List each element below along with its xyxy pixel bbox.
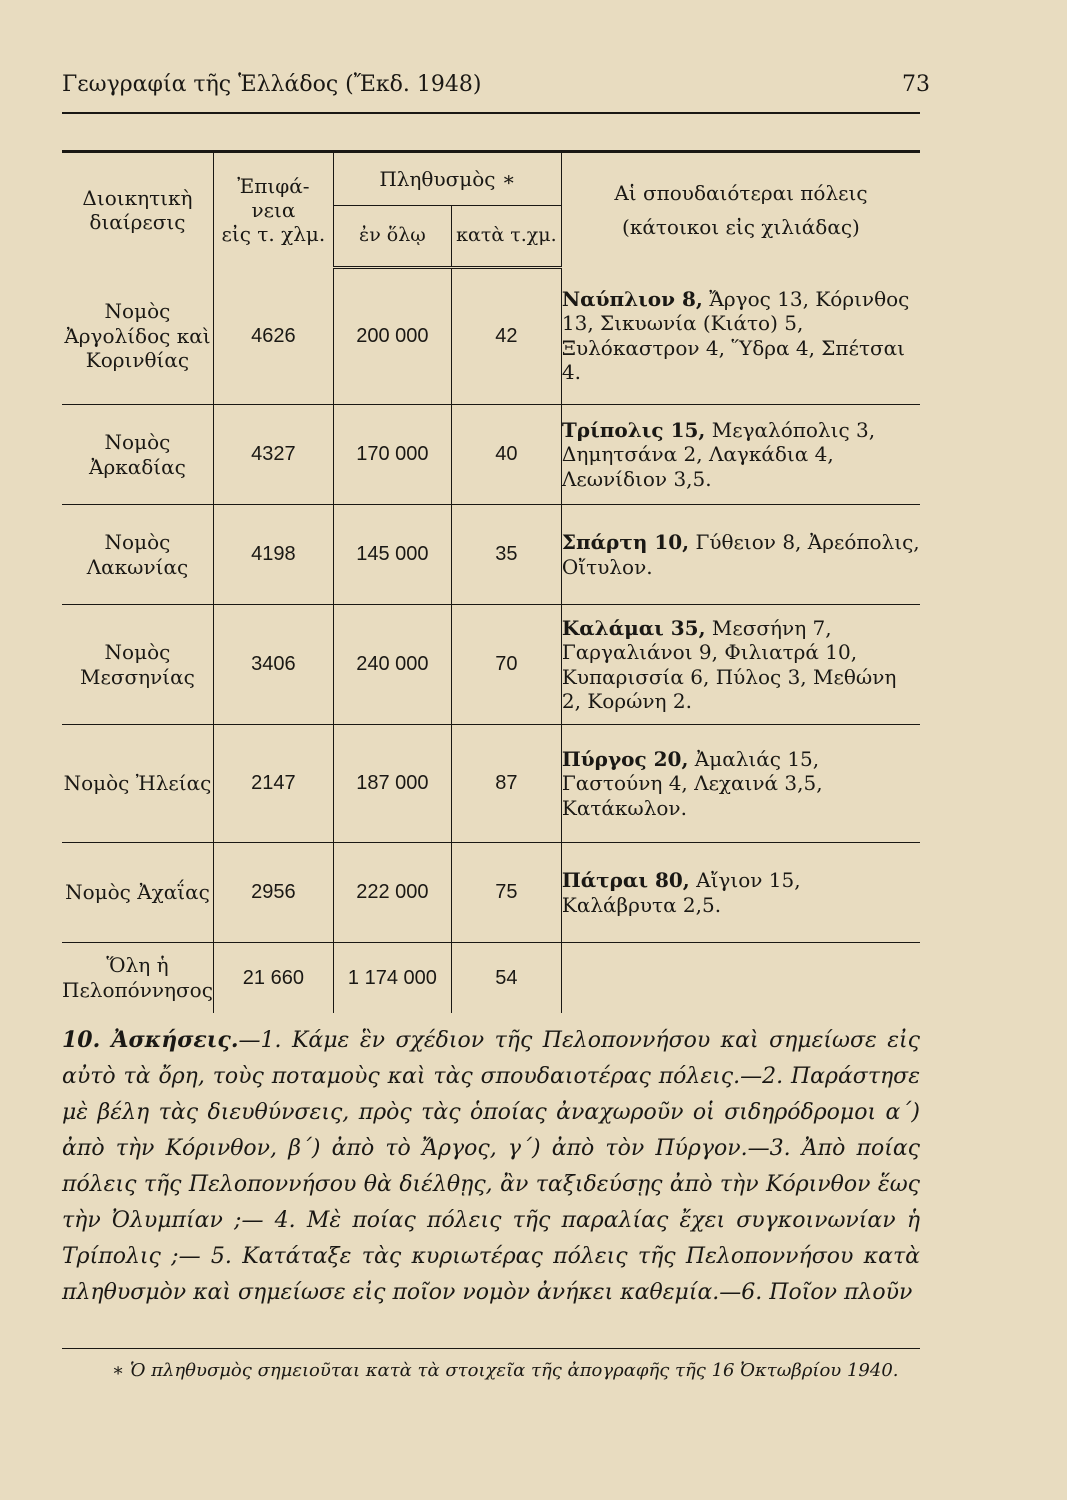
area-value: 2956 xyxy=(213,843,333,943)
area-value: 3406 xyxy=(213,605,333,725)
capital-city: Πύργος 20, xyxy=(561,746,689,771)
header-pop-total: ἐν ὅλῳ xyxy=(333,206,451,268)
table-row xyxy=(62,605,920,725)
capital-city: Καλάμαι 35, xyxy=(561,615,706,640)
density-value: 42 xyxy=(451,268,561,405)
table-row-total xyxy=(62,943,920,1013)
running-title: Γεωγραφία τῆς Ἑλλάδος (Ἔκδ. 1948) xyxy=(62,72,482,97)
prefecture-name: Νομὸς Μεσσηνίας xyxy=(62,605,213,725)
area-value: 4198 xyxy=(213,505,333,605)
header-pop-density: κατὰ τ.χμ. xyxy=(451,206,561,268)
header-cities: Αἱ σπουδαιότεραι πόλεις (κάτοικοι εἰς χιλιάδας) xyxy=(614,180,868,240)
exercises-text: —1. Κάμε ἓν σχέδιον τῆς Πελοποννήσου καὶ σημείωσε εἰς αὐτὸ τὰ ὄρη, τοὺς ποταμοὺς καὶ τὰς σπουδαιοτέρας πόλεις.—2. Παράστησε μὲ βέλη τὰς διευθύνσεις, πρὸς τὰς ὁποίας ἀναχωροῦν οἱ σιδηρόδρομοι α΄) ἀπὸ τὴν Κόρινθον, β΄) ἀπὸ τὸ Ἄργος, γ΄) ἀπὸ τὸν Πύργον.—3. Ἀπὸ ποίας πόλεις τῆς Πελοποννήσου θὰ διέλθῃς, ἂν ταξιδεύσῃς ἀπὸ τὴν Κόρινθον ἕως τὴν Ὀλυμπίαν ;— 4. Μὲ ποίας πόλεις τῆς παραλίας ἔχει συγκοινωνίαν ἡ Τρίπολις ;— 5. Κατάταξε τὰς κυριωτέρας πόλεις τῆς Πελοποννήσου κατὰ πληθυσμὸν καὶ σημείωσε εἰς ποῖον νομὸν ἀνήκει καθεμία.—6. Ποῖον πλοῦν xyxy=(62,1028,920,1305)
prefecture-table xyxy=(62,150,920,1013)
prefecture-name: Νομὸς Ἀρκαδίας xyxy=(62,405,213,505)
page-number: 73 xyxy=(902,72,930,97)
area-value: 4626 xyxy=(213,268,333,405)
population-value: 240 000 xyxy=(333,605,451,725)
total-population: 1 174 000 xyxy=(333,943,451,1013)
area-value: 2147 xyxy=(213,725,333,843)
capital-city: Σπάρτη 10, xyxy=(561,530,690,555)
total-area: 21 660 xyxy=(213,943,333,1013)
density-value: 70 xyxy=(451,605,561,725)
density-value: 40 xyxy=(451,405,561,505)
total-density: 54 xyxy=(451,943,561,1013)
population-value: 222 000 xyxy=(333,843,451,943)
capital-city: Πάτραι 80, xyxy=(561,868,690,893)
cities-cell xyxy=(561,405,920,505)
population-value: 187 000 xyxy=(333,725,451,843)
other-cities: Αἴγιον 15, Καλάβρυτα 2,5. xyxy=(561,868,801,917)
cities-cell xyxy=(561,268,920,405)
table-row xyxy=(62,405,920,505)
footnote: ∗ Ὁ πληθυσμὸς σημειοῦται κατὰ τὰ στοιχεῖα τῆς ἀπογραφῆς τῆς 16 Ὀκτωβρίου 1940. xyxy=(112,1360,899,1381)
cities-cell xyxy=(561,725,920,843)
header-area: Ἐπιφά- νεια εἰς τ. χλμ. xyxy=(213,152,333,268)
total-name: Ὅλη ἡ Πελοπόννησος xyxy=(62,943,213,1013)
table-row xyxy=(62,725,920,843)
population-value: 170 000 xyxy=(333,405,451,505)
other-cities: Ἀμαλιάς 15, Γαστούνη 4, Λεχαινά 3,5, Κατάκωλον. xyxy=(561,746,823,820)
capital-city: Ναύπλιον 8, xyxy=(561,286,703,311)
prefecture-name: Νομὸς Λακωνίας xyxy=(62,505,213,605)
cities-cell xyxy=(561,843,920,943)
other-cities: Ἄργος 13, Κόρινθος 13, Σικυωνία (Κιάτο) 5, Ξυλόκαστρον 4, Ὕδρα 4, Σπέτσαι 4. xyxy=(561,286,910,385)
density-value: 75 xyxy=(451,843,561,943)
header-division: Διοικητικὴ διαίρεσις xyxy=(62,152,213,268)
header-population: Πληθυσμὸς ∗ xyxy=(333,152,561,206)
other-cities: Γύθειον 8, Ἀρεόπολις, Οἴτυλον. xyxy=(561,530,920,579)
table-row xyxy=(62,268,920,405)
other-cities: Μεγαλόπολις 3, Δημητσάνα 2, Λαγκάδια 4, Λεωνίδιον 3,5. xyxy=(561,417,876,491)
density-value: 87 xyxy=(451,725,561,843)
table-row xyxy=(62,505,920,605)
prefecture-name: Νομὸς Ἠλείας xyxy=(62,725,213,843)
prefecture-name: Νομὸς Ἀργολίδος καὶ Κορινθίας xyxy=(62,268,213,405)
table-row xyxy=(62,843,920,943)
cities-cell xyxy=(561,505,920,605)
footnote-rule xyxy=(62,1348,920,1349)
exercises-paragraph xyxy=(62,1022,920,1311)
other-cities: Μεσσήνη 7, Γαργαλιάνοι 9, Φιλιατρά 10, Κυπαρισσία 6, Πύλος 3, Μεθώνη 2, Κορώνη 2. xyxy=(561,615,897,713)
page-header xyxy=(62,72,930,97)
area-value: 4327 xyxy=(213,405,333,505)
exercises-heading: 10. Ἀσκήσεις. xyxy=(62,1027,239,1053)
capital-city: Τρίπολις 15, xyxy=(561,417,706,442)
population-value: 200 000 xyxy=(333,268,451,405)
population-value: 145 000 xyxy=(333,505,451,605)
cities-cell xyxy=(561,943,920,1013)
header-rule xyxy=(62,112,920,114)
cities-cell xyxy=(561,605,920,725)
density-value: 35 xyxy=(451,505,561,605)
prefecture-name: Νομὸς Ἀχαΐας xyxy=(62,843,213,943)
